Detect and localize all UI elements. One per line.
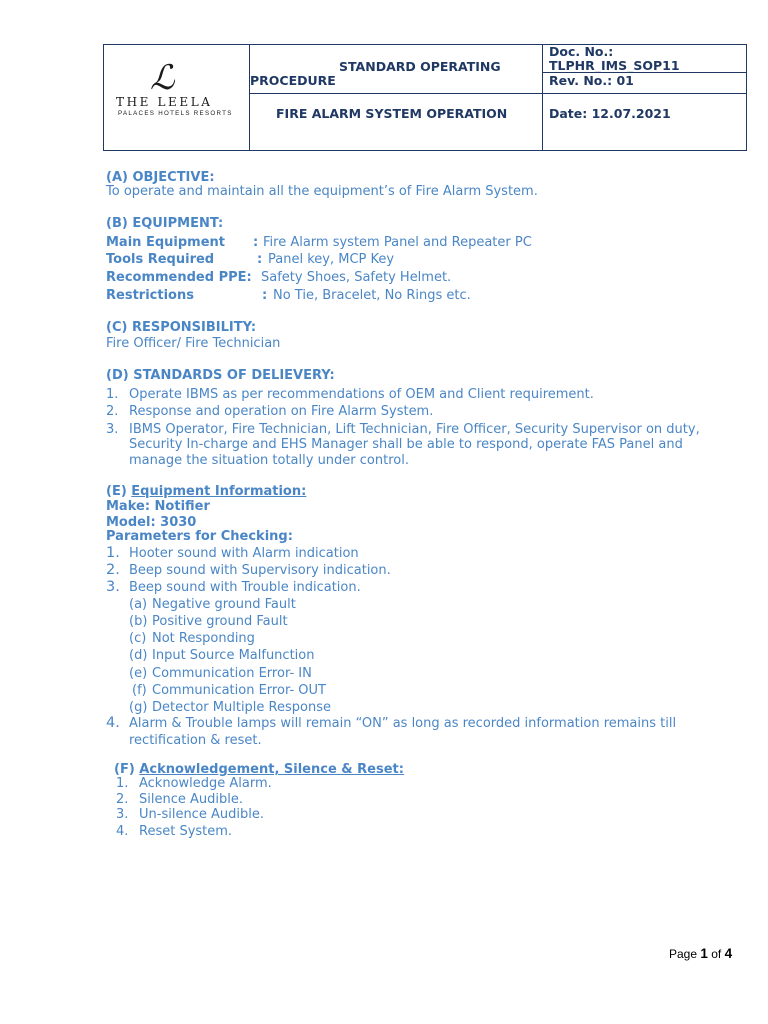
header-divider bbox=[249, 93, 746, 94]
make-text: Make: Notifier bbox=[106, 499, 210, 514]
doc-number-label: Doc. No.: bbox=[549, 44, 614, 59]
doc-number-value: TLPHR_IMS_SOP11 bbox=[549, 58, 680, 73]
objective-text: To operate and maintain all the equipment’s of Fire Alarm System. bbox=[106, 184, 538, 199]
doc-date: Date: 12.07.2021 bbox=[549, 106, 671, 121]
header-divider bbox=[249, 45, 250, 150]
revision-number: Rev. No.: 01 bbox=[549, 73, 634, 88]
equipment-info-heading: (E) Equipment Information: bbox=[106, 484, 307, 499]
model-text: Model: 3030 bbox=[106, 515, 197, 530]
doc-title-line1: STANDARD OPERATING bbox=[339, 59, 501, 74]
standards-heading: (D) STANDARDS OF DELIEVERY: bbox=[106, 368, 335, 383]
acknowledgement-heading: (F) Acknowledgement, Silence & Reset: bbox=[114, 762, 404, 777]
equipment-heading: (B) EQUIPMENT: bbox=[106, 216, 224, 231]
doc-subject: FIRE ALARM SYSTEM OPERATION bbox=[276, 106, 508, 121]
page-number: Page 1 of 4 bbox=[669, 946, 733, 961]
objective-heading: (A) OBJECTIVE: bbox=[106, 170, 215, 185]
header-divider bbox=[542, 45, 543, 150]
parameters-heading: Parameters for Checking: bbox=[106, 529, 293, 544]
responsibility-heading: (C) RESPONSIBILITY: bbox=[106, 320, 257, 335]
doc-title-line2: PROCEDURE bbox=[250, 73, 336, 88]
responsibility-text: Fire Officer/ Fire Technician bbox=[106, 336, 281, 351]
